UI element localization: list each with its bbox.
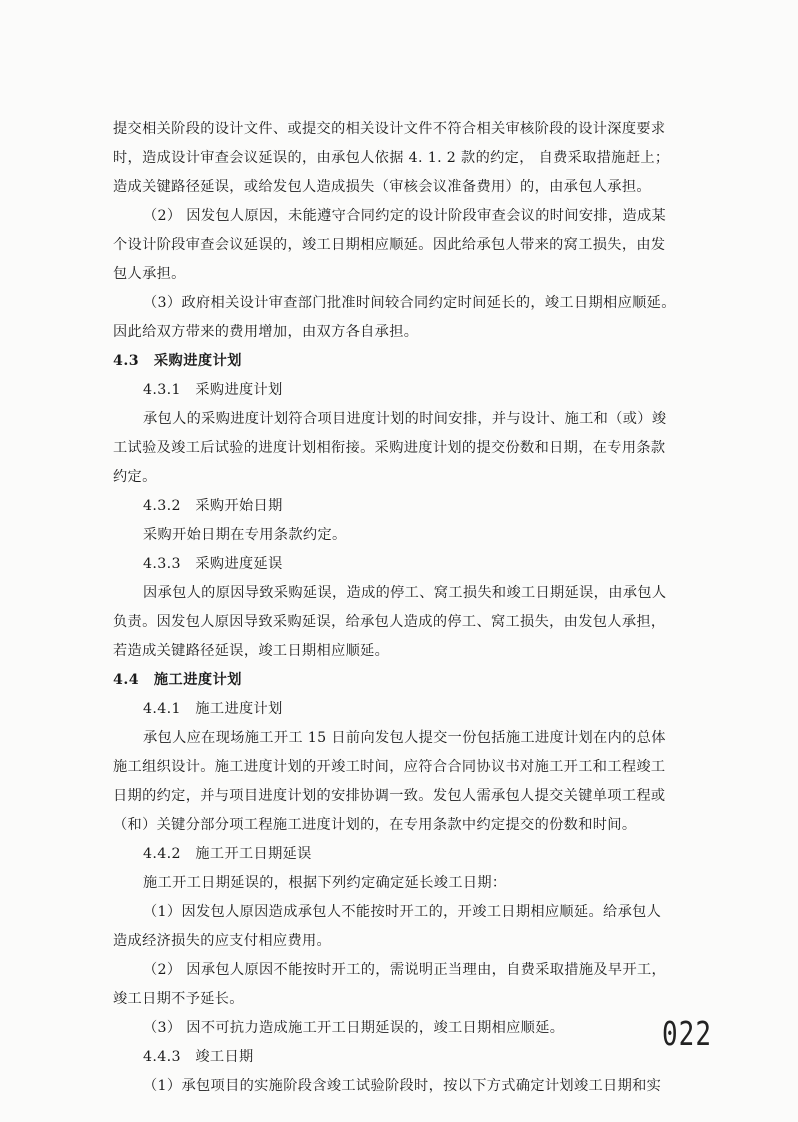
subsection-heading-4-4-2: 4.4.2 施工开工日期延误: [143, 846, 312, 862]
section-heading-4-4: 4.4 施工进度计划: [113, 672, 242, 688]
paragraph-line: （1）因发包人原因造成承包人不能按时开工的，开竣工日期相应顺延。给承包人: [143, 904, 662, 920]
paragraph-line: 若造成关键路径延误，竣工日期相应顺延。: [113, 643, 390, 659]
paragraph-line: 负责。因发包人原因导致采购延误，给承包人造成的停工、窝工损失，由发包人承担，: [113, 614, 666, 630]
page-number: 022: [662, 1016, 712, 1054]
paragraph-line: 时，造成设计审查会议延误的，由承包人依据 4. 1. 2 款的约定， 自费采取措施赶上；: [113, 150, 670, 166]
paragraph-line: 施工组织设计。施工进度计划的开竣工时间，应符合合同协议书对施工开工和工程竣工: [113, 759, 666, 775]
paragraph-line: 提交相关阶段的设计文件、或提交的相关设计文件不符合相关审核阶段的设计深度要求: [113, 121, 666, 137]
paragraph-line: 造成经济损失的应支付相应费用。: [113, 933, 332, 949]
paragraph-line: （1）承包项目的实施阶段含竣工试验阶段时，按以下方式确定计划竣工日期和实: [143, 1078, 662, 1094]
paragraph-line: 施工开工日期延误的，根据下列约定确定延长竣工日期：: [143, 875, 507, 891]
paragraph-line: （2） 因发包人原因，未能遵守合同约定的设计阶段审查会议的时间安排，造成某: [143, 208, 667, 224]
paragraph-line: 个设计阶段审查会议延误的，竣工日期相应顺延。因此给承包人带来的窝工损失，由发: [113, 237, 666, 253]
subsection-heading-4-3-3: 4.3.3 采购进度延误: [143, 556, 283, 572]
paragraph-line: （3）政府相关设计审查部门批准时间较合同约定时间延长的，竣工日期相应顺延。: [143, 295, 676, 311]
paragraph-line: 因承包人的原因导致采购延误，造成的停工、窝工损失和竣工日期延误，由承包人: [143, 585, 667, 601]
paragraph-line: （2） 因承包人原因不能按时开工的，需说明正当理由，自费采取措施及早开工，: [143, 962, 667, 978]
paragraph-line: 工试验及竣工后试验的进度计划相衔接。采购进度计划的提交份数和日期，在专用条款: [113, 440, 666, 456]
paragraph-line: 承包人应在现场施工开工 15 日前向发包人提交一份包括施工进度计划在内的总体: [143, 730, 666, 746]
section-heading-4-3: 4.3 采购进度计划: [113, 353, 242, 369]
paragraph-line: 约定。: [113, 469, 157, 485]
paragraph-line: 日期的约定，并与项目进度计划的安排协调一致。发包人需承包人提交关键单项工程或: [113, 788, 666, 804]
subsection-heading-4-3-1: 4.3.1 采购进度计划: [143, 382, 283, 398]
subsection-heading-4-4-1: 4.4.1 施工进度计划: [143, 701, 283, 717]
paragraph-line: 包人承担。: [113, 266, 186, 282]
paragraph-line: 采购开始日期在专用条款约定。: [143, 527, 347, 543]
subsection-heading-4-3-2: 4.3.2 采购开始日期: [143, 498, 283, 514]
paragraph-line: 承包人的采购进度计划符合项目进度计划的时间安排，并与设计、施工和（或）竣: [143, 411, 667, 427]
paragraph-line: 竣工日期不予延长。: [113, 991, 244, 1007]
subsection-heading-4-4-3: 4.4.3 竣工日期: [143, 1049, 254, 1065]
paragraph-line: （和）关键分部分项工程施工进度计划的，在专用条款中约定提交的份数和时间。: [113, 817, 637, 833]
paragraph-line: 因此给双方带来的费用增加，由双方各自承担。: [113, 324, 419, 340]
paragraph-line: 造成关键路径延误，或给发包人造成损失（审核会议准备费用）的，由承包人承担。: [113, 179, 651, 195]
paragraph-line: （3） 因不可抗力造成施工开工日期延误的，竣工日期相应顺延。: [143, 1020, 565, 1036]
